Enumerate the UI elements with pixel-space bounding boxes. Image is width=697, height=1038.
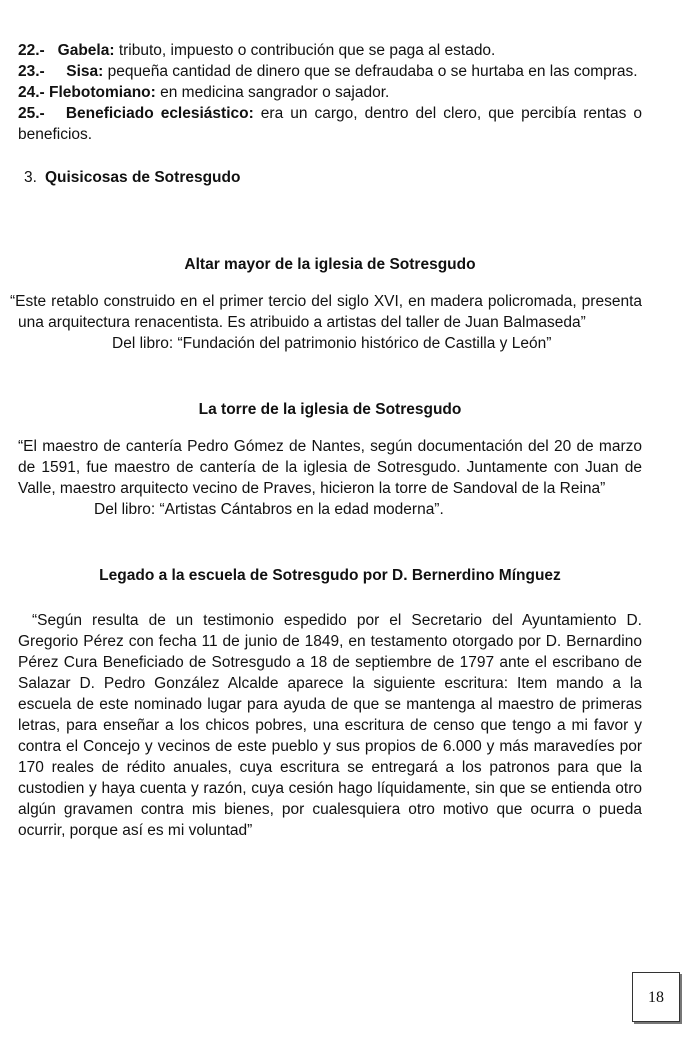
- torre-quote: “El maestro de cantería Pedro Gómez de Nantes, según documentación del 20 de marzo de 1591, fue maestro de cantería de la iglesia de Sotresgudo. Juntamente con Juan de Valle, maestro arquitecto vecino de Praves, hicieron la torre de Sandoval de la Reina”: [18, 438, 642, 497]
- legado-quote: “Según resulta de un testimonio espedido por el Secretario del Ayuntamiento D. Gregorio Pérez con fecha 11 de junio de 1849, en testamento otorgado por D. Bernardino Pérez Cura Beneficiado de Sotresgudo a 18 de septiembre de 1797 ante el escribano de Salazar D. Pedro González Alcalde aparece la siguiente escritura: Item mando a la escuela de este nominado lugar para ayuda de que se mantenga al maestro de primeras letras, para enseñar a los chicos pobres, una escritura de censo que tengo a mi favor y contra el Concejo y vecinos de este pueblo y sus propios de 6.000 y más maravedíes por 170 reales de rédito anuales, cuya escritura se entregará a los patronos para que la custodien y haya cuenta y razón, cuya cesión hago líquidamente, sin que se entienda otro algún gravamen contra mis bienes, por cualesquiera otro motivo que ocurra o pueda ocurrir, porque así es mi voluntad”: [18, 612, 642, 839]
- glossary-entry-22: [18, 40, 642, 61]
- altar-source: Del libro: “Fundación del patrimonio histórico de Castilla y León”: [112, 335, 552, 352]
- torre-source: Del libro: “Artistas Cántabros en la edad moderna”.: [94, 501, 444, 518]
- glossary-term: Sisa:: [66, 63, 104, 80]
- section-title: Quisicosas de Sotresgudo: [44, 169, 241, 186]
- glossary-definition: tributo, impuesto o contribución que se paga al estado.: [118, 42, 496, 59]
- glossary-term: Beneficiado eclesiástico:: [65, 105, 254, 122]
- glossary-number: 25.-: [18, 105, 45, 122]
- page-number-box: [632, 972, 680, 1022]
- altar-quote: “Este retablo construido en el primer tercio del siglo XVI, en madera policromada, presenta una arquitectura renacentista. Es atribuido a artistas del taller de Juan Balmaseda”: [10, 293, 642, 331]
- glossary-definition: pequeña cantidad de dinero que se defraudaba o se hurtaba en las compras.: [107, 63, 638, 80]
- glossary-number: 22.-: [18, 42, 45, 59]
- glossary-entry-23: [18, 61, 642, 82]
- glossary-definition: era un cargo, dentro del clero, que percibía rentas o beneficios.: [18, 105, 642, 143]
- glossary-definition: en medicina sangrador o sajador.: [160, 84, 390, 101]
- glossary-entry-25: [18, 103, 642, 145]
- page-number: 18: [648, 988, 664, 1006]
- glossary-number: 24.-: [18, 84, 45, 101]
- section-heading: [24, 167, 642, 188]
- altar-heading: Altar mayor de la iglesia de Sotresgudo: [184, 256, 476, 273]
- section-number: 3.: [24, 169, 37, 186]
- glossary-term: Flebotomiano:: [49, 84, 156, 101]
- torre-heading: La torre de la iglesia de Sotresgudo: [198, 401, 462, 418]
- legado-heading: Legado a la escuela de Sotresgudo por D. Bernerdino Mínguez: [99, 567, 561, 584]
- glossary-entry-24: [18, 82, 642, 103]
- glossary-number: 23.-: [18, 63, 45, 80]
- glossary-term: Gabela:: [57, 42, 115, 59]
- document-page: [10, 40, 642, 841]
